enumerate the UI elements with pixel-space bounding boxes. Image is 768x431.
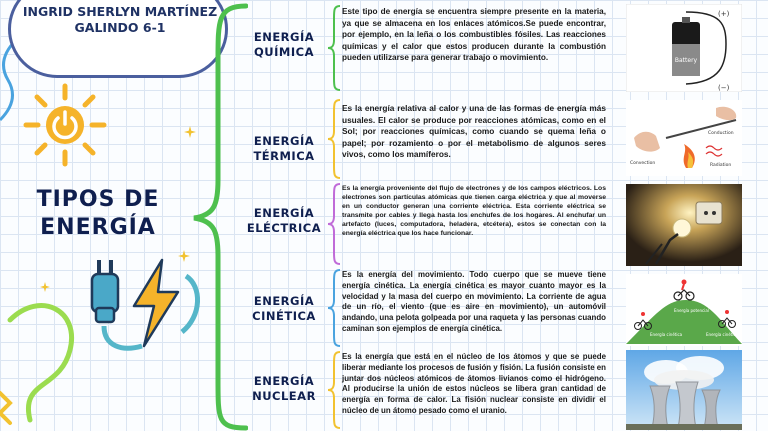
kinetic-label-top: Energía potencial [674, 308, 709, 313]
kinetic-label-left: Energía cinética [650, 332, 683, 337]
thermal-label-convection: Convection [630, 161, 656, 166]
thermal-image [626, 100, 742, 176]
battery-plus-label: (+) [718, 10, 730, 18]
energy-desc-nuclear: Es la energía que está en el núcleo de los átomos y que se puede liberar mediante los procesos de fusión y fisión. La fusión consiste en juntar dos núcleos atómicos de átomos livianos como el hidrógeno. Al producirse la unión de estos núcleos se libera gran cantidad de energía en forma de calor. La fisión nuclear consiste en dividir el núcleo de un átomo pesado como el uranio. [342, 352, 606, 415]
battery-minus-label: (−) [718, 84, 730, 92]
lightning-bolt-icon [128, 258, 184, 348]
battery-image [626, 4, 742, 92]
lightbulb-image [626, 184, 742, 266]
energy-name-termica: ENERGÍA TÉRMICA [253, 134, 315, 163]
svg-text:Battery: Battery [674, 57, 698, 64]
energy-desc-quimica: Este tipo de energía se encuentra siempre presente en la materia, ya que se almacena en los enlaces atómicos.Se puede encontrar, por ejemplo, en la leña o los combustibles fósiles. Las reacciones químicas y el calor que estos producen durante la combustión pueden utilizarse para generar trabajo o movimiento. [342, 7, 606, 63]
energy-name-cinetica: ENERGÍA CINÉTICA [252, 294, 316, 323]
cyclist-hill-image [626, 274, 742, 346]
kinetic-label-right: Energía cinética [706, 332, 739, 337]
energy-desc-electrica: Es la energía proveniente del flujo de electrones y de los campos eléctricos. Los electrones son partículas atómicas que tienen carga eléctrica y que al moverse en un conductor generan una corriente eléctrica. Esta corriente eléctrica se transmite por cables y llega hasta los enchufes de los hogares. Al enchufar un artefacto (luces, computadora, heladera, etcétera), estos se conectan con la energía eléctrica que los hace funcionar. [342, 185, 606, 238]
energy-name-nuclear: ENERGÍA NUCLEAR [252, 374, 316, 403]
author-name: INGRID SHERLYN MARTÍNEZ GALINDO 6-1 [22, 4, 218, 35]
thermal-label-radiation: Radiation [710, 163, 732, 168]
energy-desc-termica: Es la energía relativa al calor y una de las formas de energía más usuales. El calor se produce por reacciones atómicas, como en el Sol; por reacciones químicas, como cuando se quema leña o papel; por rozamiento o por el metabolismo de algunos seres vivos, como los mamíferos. [342, 103, 606, 160]
squiggle-decoration [0, 290, 90, 431]
energy-name-quimica: ENERGÍA QUÍMICA [253, 30, 315, 59]
main-title: TIPOS DE ENERGÍA [36, 187, 160, 240]
cooling-towers-image [626, 350, 742, 430]
sparkle-icon [40, 282, 50, 292]
sun-icon [22, 82, 108, 168]
energy-desc-cinetica: Es la energía del movimiento. Todo cuerpo que se mueve tiene energía cinética. La energía cinética es mayor cuanto mayor es la velocidad y la masa del cuerpo en movimiento. La corriente de agua de un río, el viento (que es aire en movimiento), un automóvil andando, una pelota golpeada por una raqueta y las personas cuando caminan son ejemplos de energía cinética. [342, 270, 606, 333]
energy-name-electrica: ENERGÍA ELÉCTRICA [246, 206, 322, 235]
thermal-label-conduction: Conduction [708, 131, 734, 136]
